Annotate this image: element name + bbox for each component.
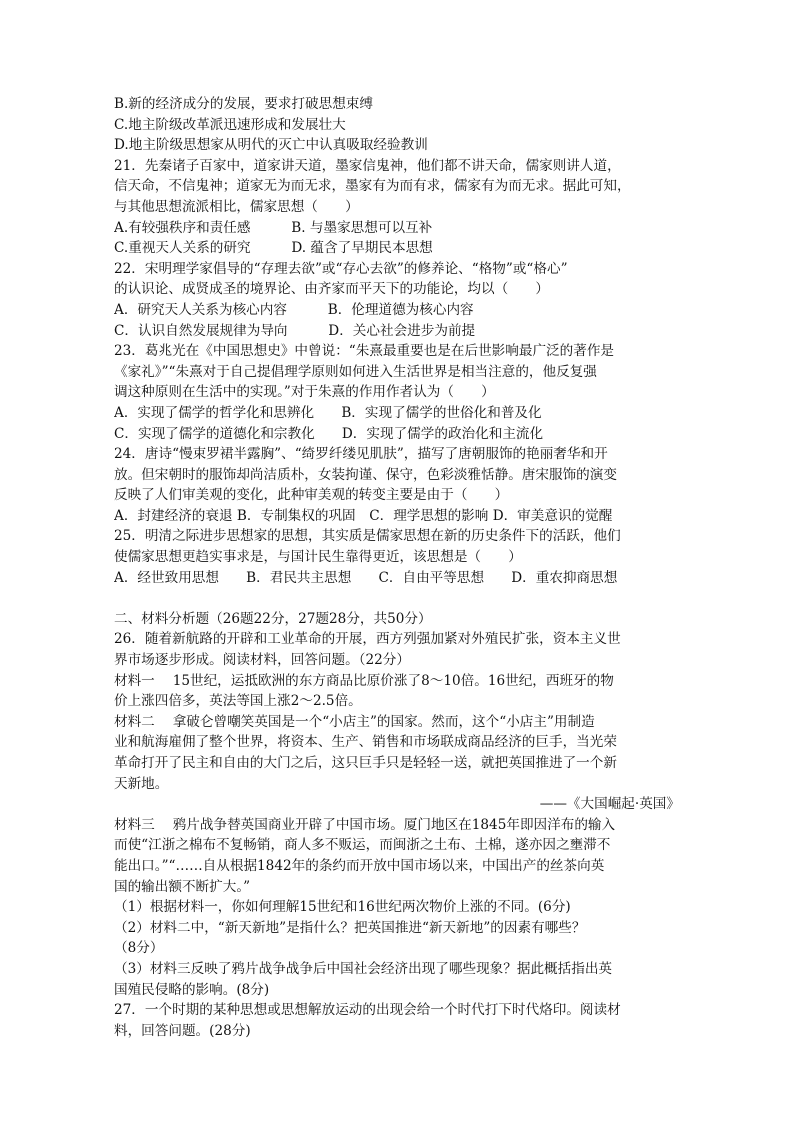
q21-stem-line: 与其他思想流派相比，儒家思想（ ）	[114, 198, 359, 215]
q23-options-cd: C．实现了儒学的道德化和宗教化 D．实现了儒学的政治化和主流化	[114, 425, 544, 442]
q24-stem-line: 24．唐诗“慢束罗裙半露胸”、“绮罗纤缕见肌肤”，描写了唐朝服饰的艳丽奢华和开	[114, 446, 608, 463]
q24-options: A．封建经济的衰退 B．专制集权的巩固 C．理学思想的影响 D．审美意识的觉醒	[114, 507, 613, 524]
section-title: 二、材料分析题（26题22分，27题28分，共50分）	[114, 610, 432, 627]
q22-options-ab: A．研究天人关系为核心内容 B．伦理道德为核心内容	[114, 301, 474, 318]
q24-stem-line: 反映了人们审美观的变化，此种审美观的转变主要是由于（ ）	[114, 487, 509, 504]
q26-material1-line: 价上涨四倍多，英法等国上涨2～2.5倍。	[114, 693, 362, 710]
q21-stem-line: 21．先秦诸子百家中，道家讲天道，墨家信鬼神，他们都不讲天命，儒家则讲人道，	[114, 157, 621, 174]
q20-option-c: C.地主阶级改革派迅速形成和发展壮大	[114, 116, 346, 133]
q26-material3-line: 而使“江浙之棉布不复畅销，商人多不贩运，而闽浙之土布、土棉，遂亦因之壅滞不	[114, 837, 611, 854]
q23-options-ab: A．实现了儒学的哲学化和思辨化 B．实现了儒学的世俗化和普及化	[114, 404, 542, 421]
q26-stem-line: 界市场逐步形成。阅读材料，回答问题。（22分）	[114, 652, 410, 669]
q27-stem-line: 料，回答问题。(28分)	[114, 1022, 251, 1039]
q26-question: （3）材料三反映了鸦片战争战争后中国社会经济出现了哪些现象？据此概括指出英	[114, 960, 613, 977]
q26-material3-line: 能出口。”“……自从根据1842年的条约而开放中国市场以来，中国出产的丝茶向英	[114, 857, 605, 874]
q25-stem-line: 使儒家思想更趋实事求是，与国计民生靠得更近，该思想是（ ）	[114, 549, 522, 566]
q26-material3-line: 国的输出额不断扩大。”	[114, 878, 251, 895]
q25-options: A．经世致用思想 B．君民共主思想 C．自由平等思想 D．重农抑商思想	[114, 569, 618, 586]
q26-material2-line: 天新地。	[114, 775, 169, 792]
q27-stem-line: 27．一个时期的某种思想或思想解放运动的出现会给一个时代打下时代烙印。阅读材	[114, 1002, 621, 1019]
q23-stem-line: 23．葛兆光在《中国思想史》中曾说：“朱熹最重要也是在后世影响最广泛的著作是	[114, 343, 615, 360]
q22-options-cd: C．认识自然发展规律为导向 D．关心社会进步为前提	[114, 322, 476, 339]
q26-material2-source: ——《大国崛起·英国》	[539, 796, 680, 813]
q26-material2-line: 革命打开了民主和自由的大门之后，这只巨手只是轻轻一送，就把英国推进了一个新	[114, 755, 617, 771]
q26-material3-line: 材料三 鸦片战争替英国商业开辟了中国市场。厦门地区在1845年即因洋布的输入	[114, 816, 616, 833]
spacer	[114, 588, 684, 609]
q26-stem-line: 26．随着新航路的开辟和工业革命的开展，西方列强加紧对外殖民扩张，资本主义世	[114, 631, 621, 648]
q26-question: （2）材料二中，“新天新地”是指什么？把英国推进“新天新地”的因素有哪些？	[114, 919, 586, 936]
q26-question: （8分）	[114, 940, 164, 957]
q26-question: 国殖民侵略的影响。(8分)	[114, 981, 270, 998]
q22-stem-line: 22．宋明理学家倡导的“存理去欲”或“存心去欲”的修养论、“格物”或“格心”	[114, 260, 568, 277]
q23-stem-line: 《家礼》”“朱熹对于自己提倡理学原则如何进入生活世界是相当注意的，他反复强	[114, 363, 597, 380]
q26-question: （1）根据材料一，你如何理解15世纪和16世纪两次物价上涨的不同。(6分)	[114, 899, 571, 916]
q21-stem-line: 信天命，不信鬼神；道家无为而无求，墨家有为而有求，儒家有为而无求。据此可知，	[114, 178, 631, 195]
q26-material2-line: 业和航海雇佣了整个世界，将资本、生产、销售和市场联成商品经济的巨手，当光荣	[114, 734, 617, 751]
q25-stem-line: 25．明清之际进步思想家的思想，其实质是儒家思想在新的历史条件下的活跃，他们	[114, 528, 621, 545]
q20-option-d: D.地主阶级思想家从明代的灭亡中认真吸取经验教训	[114, 137, 428, 154]
q26-material2-line: 材料二 拿破仑曾嘲笑英国是一个“小店主”的国家。然而，这个“小店主”用制造	[114, 713, 595, 730]
q24-stem-line: 放。但宋朝时的服饰却尚洁质朴，女装拘谨、保守，色彩淡雅恬静。唐宋服饰的演变	[114, 466, 617, 483]
exam-page	[114, 94, 684, 1041]
q20-option-b: B.新的经济成分的发展，要求打破思想束缚	[114, 96, 373, 112]
q23-stem-line: 调这种原则在生活中的实现。”对于朱熹的作用作者认为（ ）	[114, 384, 495, 401]
q21-options-ab: A.有较强秩序和责任感 B. 与墨家思想可以互补	[114, 219, 433, 236]
q21-options-cd: C.重视天人关系的研究 D. 蕴含了早期民本思想	[114, 240, 433, 257]
q26-material1-line: 材料一 15世纪，运抵欧洲的东方商品比原价涨了8～10倍。16世纪，西班牙的物	[114, 672, 614, 689]
q22-stem-line: 的认识论、成贤成圣的境界论、由齐家而平天下的功能论，均以（ ）	[114, 281, 549, 298]
